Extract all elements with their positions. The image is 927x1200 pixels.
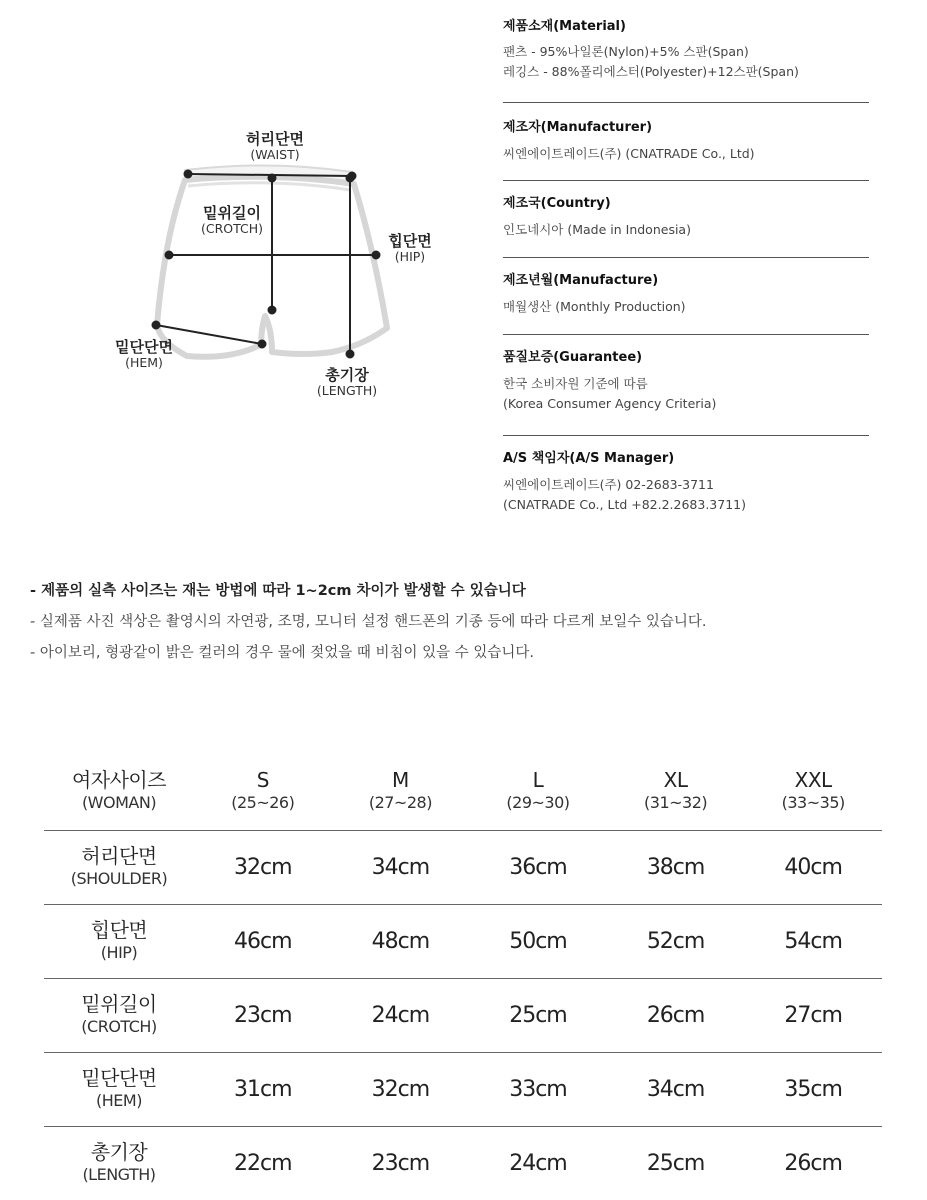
row-label-en: (CROTCH)	[81, 1017, 157, 1036]
info-country	[503, 181, 869, 258]
table-cell	[744, 978, 882, 1052]
size-col-xl	[607, 752, 745, 830]
table-row	[44, 1126, 882, 1200]
info-line: 매월생산 (Monthly Production)	[503, 299, 686, 314]
waist-label-en: (WAIST)	[250, 146, 300, 162]
row-label-en: (HIP)	[100, 943, 138, 962]
table-cell	[194, 830, 332, 904]
size-col-l	[469, 752, 607, 830]
hem-label	[100, 340, 188, 369]
size-name: S	[256, 767, 269, 792]
cell-value: 38cm	[646, 854, 705, 880]
notice-list	[30, 576, 910, 669]
table-cell	[469, 978, 607, 1052]
row-label-en: (SHOULDER)	[70, 869, 168, 888]
cell-value: 26cm	[646, 1002, 705, 1028]
product-info-list	[503, 14, 869, 526]
cell-value: 31cm	[234, 1076, 292, 1102]
row-label-ko: 밑위길이	[81, 992, 157, 1016]
table-cell	[607, 978, 745, 1052]
shorts-outline-icon	[82, 120, 462, 420]
hem-label-ko: 밑단단면	[115, 338, 173, 356]
info-title: 제조국(Country)	[503, 196, 611, 211]
row-label-ko: 허리단면	[81, 844, 157, 868]
table-cell	[744, 1052, 882, 1126]
hip-label-en: (HIP)	[394, 248, 426, 264]
cell-value: 54cm	[784, 928, 842, 954]
cell-value: 46cm	[234, 928, 292, 954]
size-range: (33~35)	[781, 792, 845, 812]
row-label-ko: 총기장	[90, 1140, 148, 1164]
info-manufacture-date	[503, 258, 869, 335]
table-cell	[194, 904, 332, 978]
info-manufacturer	[503, 103, 869, 181]
table-row	[44, 1052, 882, 1126]
size-header-label	[44, 752, 194, 830]
cell-value: 25cm	[646, 1150, 705, 1176]
size-range: (27~28)	[368, 792, 432, 812]
row-label	[44, 1052, 194, 1126]
cell-value: 52cm	[646, 928, 705, 954]
crotch-label-en: (CROTCH)	[200, 220, 264, 236]
cell-value: 36cm	[509, 854, 567, 880]
table-cell	[744, 830, 882, 904]
info-title: 제조년월(Manufacture)	[503, 273, 659, 288]
table-cell	[744, 904, 882, 978]
row-label	[44, 1126, 194, 1200]
row-label-ko: 힙단면	[90, 918, 148, 942]
size-col-s	[194, 752, 332, 830]
size-col-m	[332, 752, 470, 830]
cell-value: 32cm	[371, 1076, 430, 1102]
info-line: (CNATRADE Co., Ltd +82.2.2683.3711)	[503, 497, 746, 512]
table-row	[44, 978, 882, 1052]
waist-label-ko: 허리단면	[246, 130, 304, 148]
table-cell	[194, 1052, 332, 1126]
row-label	[44, 830, 194, 904]
cell-value: 33cm	[509, 1076, 567, 1102]
size-name: XXL	[794, 767, 832, 792]
table-cell	[194, 978, 332, 1052]
info-title: 제품소재(Material)	[503, 19, 626, 34]
size-range: (31~32)	[644, 792, 708, 812]
cell-value: 25cm	[509, 1002, 567, 1028]
cell-value: 50cm	[509, 928, 567, 954]
info-line: 한국 소비자원 기준에 따름	[503, 376, 648, 391]
table-cell	[332, 1126, 470, 1200]
cell-value: 27cm	[784, 1002, 842, 1028]
cell-value: 23cm	[371, 1150, 430, 1176]
header-label-ko: 여자사이즈	[71, 767, 167, 792]
info-line: 레깅스 - 88%폴리에스터(Polyester)+12스판(Span)	[503, 64, 799, 79]
info-as-manager	[503, 436, 869, 526]
cell-value: 23cm	[234, 1002, 292, 1028]
info-title: 품질보증(Guarantee)	[503, 350, 643, 365]
cell-value: 35cm	[784, 1076, 842, 1102]
crotch-label	[182, 206, 282, 235]
row-label	[44, 904, 194, 978]
size-col-xxl	[744, 752, 882, 830]
cell-value: 24cm	[371, 1002, 430, 1028]
table-cell	[744, 1126, 882, 1200]
size-name: L	[532, 767, 544, 792]
info-line: 팬츠 - 95%나일론(Nylon)+5% 스판(Span)	[503, 44, 749, 59]
table-cell	[607, 1126, 745, 1200]
table-cell	[607, 1052, 745, 1126]
info-line: (Korea Consumer Agency Criteria)	[503, 396, 717, 411]
shorts-measurement-diagram	[82, 120, 462, 420]
table-cell	[332, 978, 470, 1052]
cell-value: 34cm	[646, 1076, 705, 1102]
size-range: (25~26)	[231, 792, 295, 812]
table-cell	[469, 904, 607, 978]
crotch-label-ko: 밑위길이	[203, 204, 261, 222]
length-label	[304, 368, 390, 397]
info-material	[503, 14, 869, 103]
hip-label	[374, 234, 446, 263]
table-cell	[469, 830, 607, 904]
table-cell	[607, 830, 745, 904]
info-line: 인도네시아 (Made in Indonesia)	[503, 222, 691, 237]
table-cell	[194, 1126, 332, 1200]
info-line: 씨엔에이트레이드(주) 02-2683-3711	[503, 477, 714, 492]
cell-value: 22cm	[234, 1150, 292, 1176]
info-title: A/S 책임자(A/S Manager)	[503, 451, 675, 466]
table-cell	[469, 1126, 607, 1200]
cell-value: 24cm	[509, 1150, 567, 1176]
cell-value: 26cm	[784, 1150, 842, 1176]
info-guarantee	[503, 335, 869, 436]
info-line: 씨엔에이트레이드(주) (CNATRADE Co., Ltd)	[503, 146, 755, 161]
cell-value: 34cm	[371, 854, 430, 880]
size-header-row	[44, 752, 882, 830]
table-cell	[469, 1052, 607, 1126]
table-cell	[332, 1052, 470, 1126]
table-row	[44, 830, 882, 904]
table-cell	[332, 904, 470, 978]
table-cell	[332, 830, 470, 904]
notice-item: - 아이보리, 형광같이 밝은 컬러의 경우 물에 젖었을 때 비침이 있을 수 있습니다.	[30, 645, 534, 661]
size-name: M	[392, 767, 409, 792]
header-label-en: (WOMAN)	[81, 792, 157, 812]
table-row	[44, 904, 882, 978]
cell-value: 32cm	[234, 854, 292, 880]
product-info-panel	[22, 0, 909, 555]
info-title: 제조자(Manufacturer)	[503, 120, 653, 135]
hip-label-ko: 힙단면	[388, 232, 432, 250]
length-label-en: (LENGTH)	[316, 382, 378, 398]
table-cell	[607, 904, 745, 978]
size-chart-table	[44, 752, 882, 1200]
row-label	[44, 978, 194, 1052]
notice-item: - 제품의 실측 사이즈는 재는 방법에 따라 1~2cm 차이가 발생할 수 있습니다	[30, 583, 526, 599]
hem-label-en: (HEM)	[125, 354, 163, 370]
cell-value: 40cm	[784, 854, 842, 880]
size-name: XL	[663, 767, 688, 792]
row-label-ko: 밑단단면	[81, 1066, 157, 1090]
notice-item: - 실제품 사진 색상은 촬영시의 자연광, 조명, 모니터 설정 핸드폰의 기종 등에 따라 다르게 보일수 있습니다.	[30, 614, 707, 630]
length-label-ko: 총기장	[325, 366, 369, 384]
waist-label	[210, 132, 340, 161]
size-range: (29~30)	[506, 792, 570, 812]
cell-value: 48cm	[371, 928, 430, 954]
row-label-en: (HEM)	[96, 1091, 142, 1110]
row-label-en: (LENGTH)	[82, 1165, 156, 1184]
